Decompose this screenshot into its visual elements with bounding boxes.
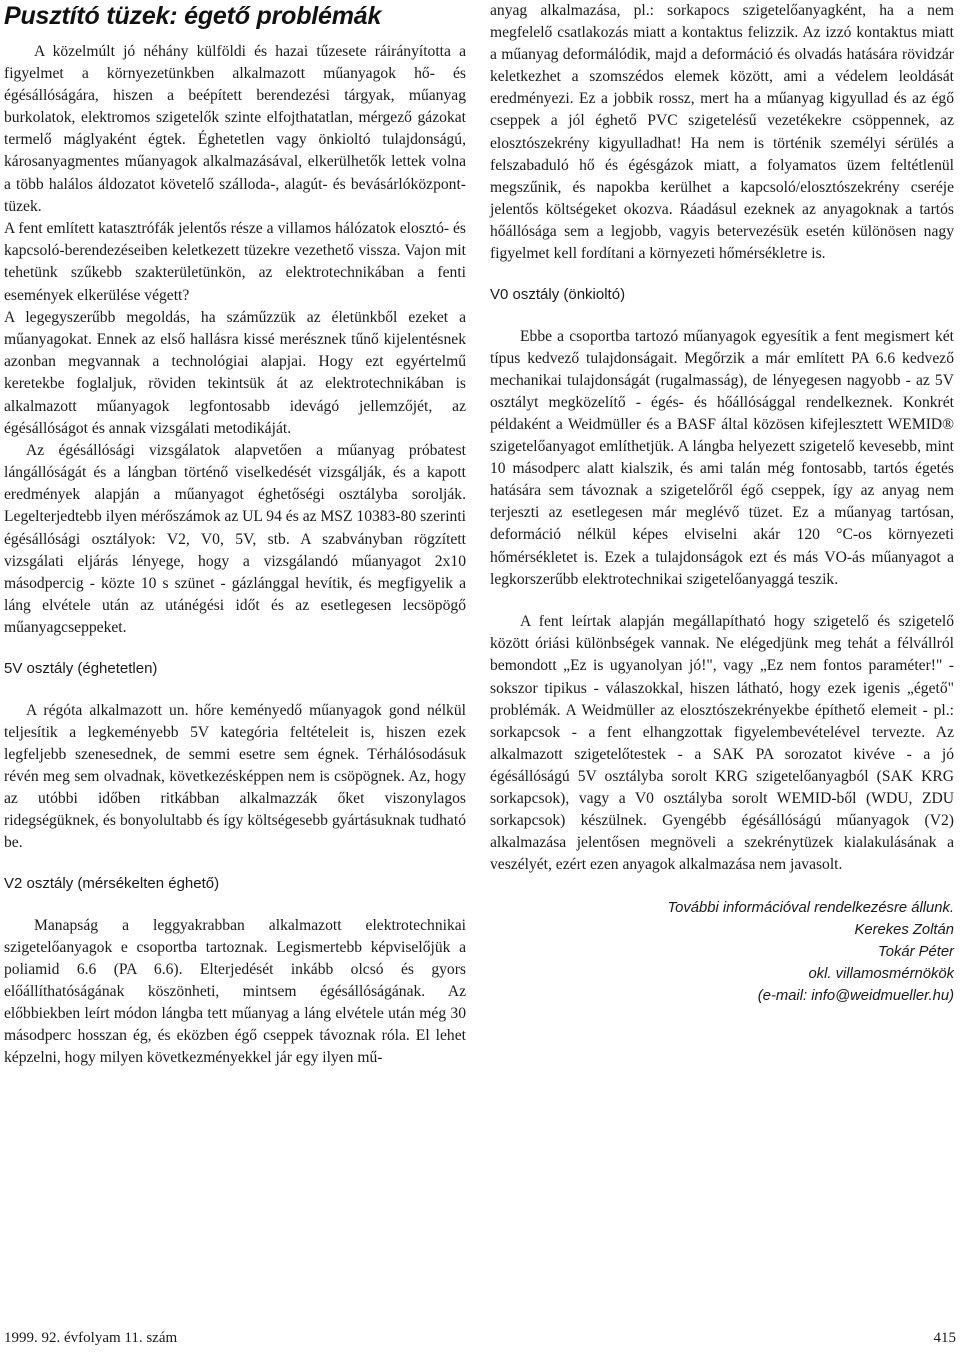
paragraph: Az égésállósági vizsgálatok alapvetően a műanyag próbatest lángállóságát és a lángban történő viselkedését vizsgálják, és a kapott eredmények alapján a műanyagot éghetőségi osztályba sorolják. Legelterjedtebb ilyen mérőszámok az UL 94 és az MSZ 10383-80 szerinti égésállósági osztályok: V2, V0, 5V, stb. A szabványban rögzített vizsgálati eljárás lényege, hogy a vizsgálandó műanyagot 2x10 másodpercig - közte 10 s szünet - gázlánggal hevítik, és megfigyelik a láng elvétele után az utánégési időt és az esetlegesen lecsöpögő műanyagcseppeket. bbox=[4, 442, 466, 636]
contact-line: További információval rendelkezésre állunk. bbox=[667, 899, 954, 916]
email-link[interactable]: (e-mail: info@weidmueller.hu) bbox=[757, 987, 954, 1004]
author-name: Kerekes Zoltán bbox=[854, 921, 954, 938]
section-heading-v0: V0 osztály (önkioltó) bbox=[490, 285, 626, 303]
paragraph: A közelmúlt jó néhány külföldi és hazai tűzesete ráirányította a figyelmet a környezetünkben alkalmazott műanyagok hő- és égésállóságára, hiszen a beépített berendezési tárgyak, műanyag burkolatok, elektromos szigetelők szinte elfojthatatlan, mérgező gázokat termelő máglyaként égtek. Éghetetlen vagy önkioltó tulajdonságú, károsanyagmentes műanyagok alkalmazásával, elkerülhetők lettek volna a több halálos áldozatot követelő szálloda-, alagút- és bevásárlóközpont-tüzek. bbox=[4, 43, 466, 215]
author-name: Tokár Péter bbox=[878, 943, 954, 960]
article-title: Pusztító tüzek: égető problémák bbox=[4, 2, 382, 30]
author-title: okl. villamosmérnökök bbox=[808, 965, 954, 982]
issue-info: 1999. 92. évfolyam 11. szám bbox=[4, 1330, 178, 1346]
paragraph: A legegyszerűbb megoldás, ha száműzzük az életünkből ezeket a műanyagokat. Ennek az első hallásra kissé merésznek tűnő kijelentésnek azonban megvannak a technológiai alapjai. Hogy ezt egyértelmű keretekbe foglaljuk, röviden tekintsük át az elektrotechnikában is alkalmazott műanyagok legfontosabb idevágó jellemzőjét, az égésállóságot és annak vizsgálati metodikáját. bbox=[4, 309, 466, 437]
paragraph: A régóta alkalmazott un. hőre keményedő műanyagok gond nélkül teljesítik a legkeményebb 5V kategória feltételeit is, hiszen ezek legfeljebb szenesednek, de semmi esetre sem égnek. Térhálósodásuk révén meg sem olvadnak, következésképpen nem is csöpögnek. Az, hogy az utóbbi időben ritkábban alkalmazzák őket viszonylagos ridegségüknek, és bonyolultabb és így költségesebb gyártásuknak tudható be. bbox=[4, 701, 466, 852]
paragraph: A fent leírtak alapján megállapítható hogy szigetelő és szigetelő között óriási különbségek vannak. Ne elégedjünk meg tehát a félvállról bemondott „Ez is ugyanolyan jó!", vagy „Ez nem fontos paraméter!" - sokszor tipikus - válaszokkal, hiszen látható, hogy ezek igenis „égető" problémák. A Weidmüller az elosztószekrényekbe építhető elemeit - pl.: sorkapcsok - a fent elhangzottak figyelembevételével tervezte. Az alkalmazott szigetelőtestek - a SAK PA sorozatot kivéve - a jó égésállóságú 5V osztályba sorolt KRG szigetelőanyagból (SAK KRG sorkapcsok), vagy a V0 osztályba sorolt WEMID-ből (WDU, ZDU sorkapcsok) készülnek. Gyengébb égésállóságú műanyagok (V2) alkalmazása jelentősen megnöveli a szekrénytüzek kialakulásának a veszélyét, ezért ezen anyagok alkalmazása nem javasolt. bbox=[490, 613, 954, 874]
section-heading-5v: 5V osztály (éghetetlen) bbox=[4, 659, 158, 677]
paragraph: A fent említett katasztrófák jelentős része a villamos hálózatok elosztó- és kapcsoló-berendezéseiben keletkezett tüzekre vezethető vissza. Vajon mit tehetünk szűkebb szakterületünkön, az elektrotechnikában a fenti események elkerülése végett? bbox=[4, 220, 466, 304]
section-heading-v2: V2 osztály (mérsékelten éghető) bbox=[4, 874, 220, 892]
paragraph: anyag alkalmazása, pl.: sorkapocs szigetelőanyagként, ha a nem megfelelő csatlakozás miatt a kontaktus felizzik. Az izzó kontaktus miatt a műanyag deformálódik, majd a deformáció és olvadás hatására rövidzár keletkezhet a szomszédos elemek között, ami a védelem leoldását eredményezi. Ez a jobbik rossz, mert ha a műanyag kigyullad és az égő cseppek a jól éghető PVC szigetelésű vezetékekre csöppennek, az elosztószekrény kigyulladhat! Ha nem is történik személyi sérülés a felszabaduló hő és égésgázok miatt, a folyamatos üzem feltétlenül megszűnik, és napokba kerülhet a kapcsoló/elosztószekrény cseréje jelentős költségeket okozva. Ráadásul ezeknek az anyagoknak a tartós hőállósága sem a legjobb, vagyis betervezésük esetén különösen nagy figyelmet kell fordítani a környezeti hőmérsékletre is. bbox=[490, 2, 954, 263]
right-column bbox=[490, 0, 954, 1007]
paragraph: Manapság a leggyakrabban alkalmazott elektrotechnikai szigetelőanyagok e csoportba tartoznak. Legismertebb képviselőjük a poliamid 6.6 (PA 6.6). Elterjedését inkább olcsó és gyors előállíthatóságának köszönheti, mintsem égésállóságának. Az előbbiekben leírt módon lángba tett műanyag a láng elvétele után még 30 másodperc hosszan ég, és eközben égő cseppek távoznak róla. El lehet képzelni, hogy milyen következményekkel jár egy ilyen mű- bbox=[4, 916, 466, 1067]
page-number: 415 bbox=[933, 1330, 956, 1346]
left-column bbox=[4, 0, 466, 1070]
paragraph: Ebbe a csoportba tartozó műanyagok egyesítik a fent megismert két típus kedvező tulajdonságait. Megőrzik a már említett PA 6.6 kedvező mechanikai tulajdonságát (rugalmasság), de lényegesen nagyobb - az 5V osztályt megközelítő - égés- és hőállósággal rendelkeznek. Konkrét példaként a Weidmüller és a BASF által közösen kifejlesztett WEMID® szigetelőanyagot említhetjük. A lángba helyezett szigetelő kevesebb, mint 10 másodperc alatt kialszik, és ami talán még fontosabb, tartós égetés hatására sem távoznak a szigetelőről égő cseppek, így az anyag nem terjeszti az esetlegesen már meglévő tüzet. Ez a műanyag tartósan, deformáció nélkül képes elviselni akár 120 °C-os környezeti hőmérsékletet is. Ezek a tulajdonságok ezt és más VO-ás műanyagot a legkorszerűbb elektrotechnikai szigetelőanyaggá teszik. bbox=[490, 327, 954, 588]
